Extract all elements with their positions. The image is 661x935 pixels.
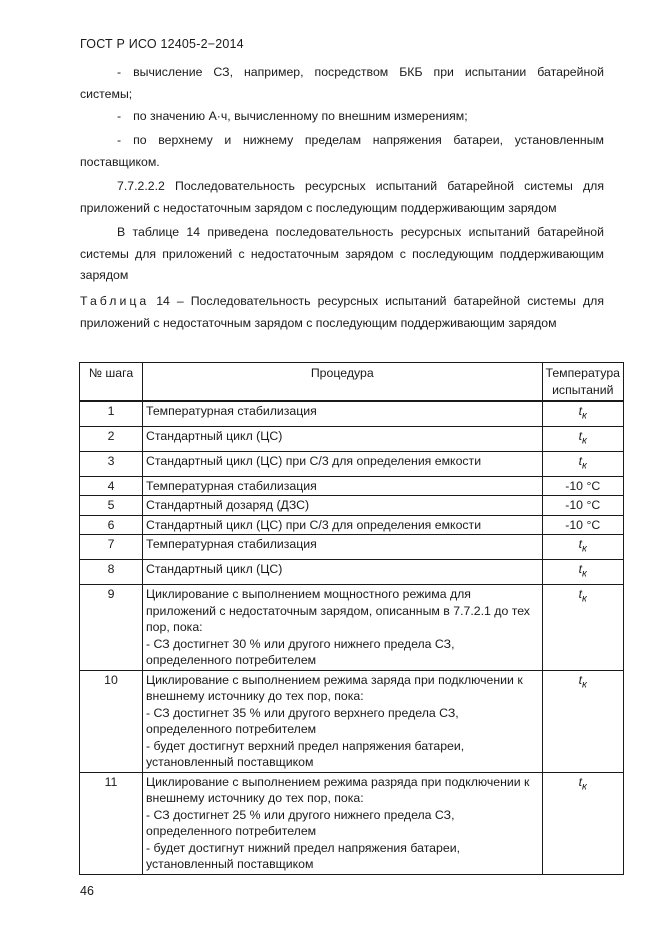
- step-number: 4: [80, 476, 143, 496]
- procedure-text: Стандартный цикл (ЦС): [143, 560, 543, 585]
- step-number: 2: [80, 426, 143, 451]
- procedure-text: Температурная стабилизация: [143, 535, 543, 560]
- intro-paragraph: В таблице 14 приведена последовательность ресурсных испытаний батарейной системы для приложений с недостаточным зарядом с последующим поддерживающим зарядом: [80, 225, 604, 282]
- table-row: [80, 426, 624, 451]
- temperature-subscript: к: [582, 679, 587, 691]
- bullet-item: - вычисление СЗ, например, посредством БКБ при испытании батарейной системы;: [80, 62, 604, 105]
- procedure-text: Стандартный цикл (ЦС): [143, 426, 543, 451]
- temperature-subscript: к: [582, 781, 587, 793]
- procedure-text: Стандартный дозаряд (ДЗС): [143, 496, 543, 516]
- table-row: [80, 535, 624, 560]
- test-temperature: [542, 535, 623, 560]
- test-temperature: [542, 585, 623, 671]
- header-procedure: Процедура: [143, 363, 543, 402]
- test-temperature: [542, 476, 623, 496]
- temperature-value: t: [578, 404, 583, 418]
- procedure-text: Температурная стабилизация: [143, 476, 543, 496]
- step-number: 1: [80, 401, 143, 426]
- test-sequence-table: [79, 362, 624, 875]
- header-step: № шага: [80, 363, 143, 402]
- step-number: 8: [80, 560, 143, 585]
- step-number: 3: [80, 451, 143, 476]
- procedure-text: Температурная стабилизация: [143, 401, 543, 426]
- temperature-value: t: [578, 672, 583, 687]
- table-row: [80, 670, 624, 772]
- temperature-value: t: [578, 774, 583, 789]
- step-number: 6: [80, 515, 143, 535]
- test-temperature: [542, 560, 623, 585]
- temperature-subscript: к: [582, 568, 587, 580]
- temperature-subscript: к: [582, 435, 587, 447]
- procedure-text: Стандартный цикл (ЦС) при С/3 для определения емкости: [143, 451, 543, 476]
- temperature-value: t: [578, 537, 583, 552]
- table-header-row: [80, 363, 624, 402]
- step-number: 11: [80, 772, 143, 874]
- test-temperature: [542, 496, 623, 516]
- temperature-value: t: [578, 587, 583, 602]
- procedure-text: Стандартный цикл (ЦС) при С/3 для определения емкости: [143, 515, 543, 535]
- table-row: [80, 451, 624, 476]
- temperature-value: t: [578, 562, 583, 577]
- test-temperature: [542, 772, 623, 874]
- temperature-subscript: к: [582, 460, 587, 472]
- temperature-subscript: к: [582, 593, 587, 605]
- step-number: 10: [80, 670, 143, 772]
- table-row: [80, 560, 624, 585]
- table-row: [80, 585, 624, 671]
- test-temperature: [542, 515, 623, 535]
- table-row: [80, 496, 624, 516]
- temperature-value: t: [578, 428, 583, 443]
- procedure-text: Циклирование с выполнением режима разряда при подключении к внешнему источнику до тех пор, пока: - СЗ достигнет 25 % или другого нижнего предела СЗ, определенного потребителем - будет достигнут нижний предел напряжения батареи, установленный поставщиком: [143, 772, 543, 874]
- bullet-item: - по верхнему и нижнему пределам напряжения батареи, установленным поставщиком.: [80, 130, 604, 173]
- table-caption-text: 14 – Последовательность ресурсных испытаний батарейной системы для приложений с недостаточным зарядом с последующим поддерживающим зарядом: [80, 294, 604, 330]
- procedure-text: Циклирование с выполнением мощностного режима для приложений с недостаточным зарядом, описанным в 7.7.2.1 до тех пор, пока: - СЗ достигнет 30 % или другого нижнего предела СЗ, определенного потребителем: [143, 585, 543, 671]
- temperature-value: t: [578, 453, 583, 468]
- temperature-subscript: к: [582, 410, 587, 422]
- test-temperature: [542, 401, 623, 426]
- table-caption-label: Таблица: [80, 294, 150, 308]
- document-header: ГОСТ Р ИСО 12405-2−2014: [80, 37, 244, 51]
- header-temperature: Температура испытаний: [542, 363, 623, 402]
- bullet-item: - по значению А·ч, вычисленному по внешним измерениям;: [80, 106, 604, 128]
- table-row: [80, 772, 624, 874]
- test-temperature: [542, 670, 623, 772]
- table-row: [80, 476, 624, 496]
- temperature-value: -10 °C: [565, 517, 601, 532]
- table-caption: [80, 291, 604, 334]
- temperature-value: -10 °C: [565, 498, 601, 513]
- table-row: [80, 515, 624, 535]
- section-heading: 7.7.2.2.2 Последовательность ресурсных испытаний батарейной системы для приложений с недостаточным зарядом с последующим поддерживающим зарядом: [80, 179, 604, 215]
- step-number: 9: [80, 585, 143, 671]
- table-row: [80, 401, 624, 426]
- step-number: 7: [80, 535, 143, 560]
- test-temperature: [542, 451, 623, 476]
- procedure-text: Циклирование с выполнением режима заряда при подключении к внешнему источнику до тех пор, пока: - СЗ достигнет 35 % или другого верхнего предела СЗ, определенного потребителем - будет достигнут верхний предел напряжения батареи, установленный поставщиком: [143, 670, 543, 772]
- page-number: 46: [80, 884, 94, 898]
- temperature-subscript: к: [582, 543, 587, 555]
- test-temperature: [542, 426, 623, 451]
- step-number: 5: [80, 496, 143, 516]
- temperature-value: -10 °C: [565, 478, 601, 493]
